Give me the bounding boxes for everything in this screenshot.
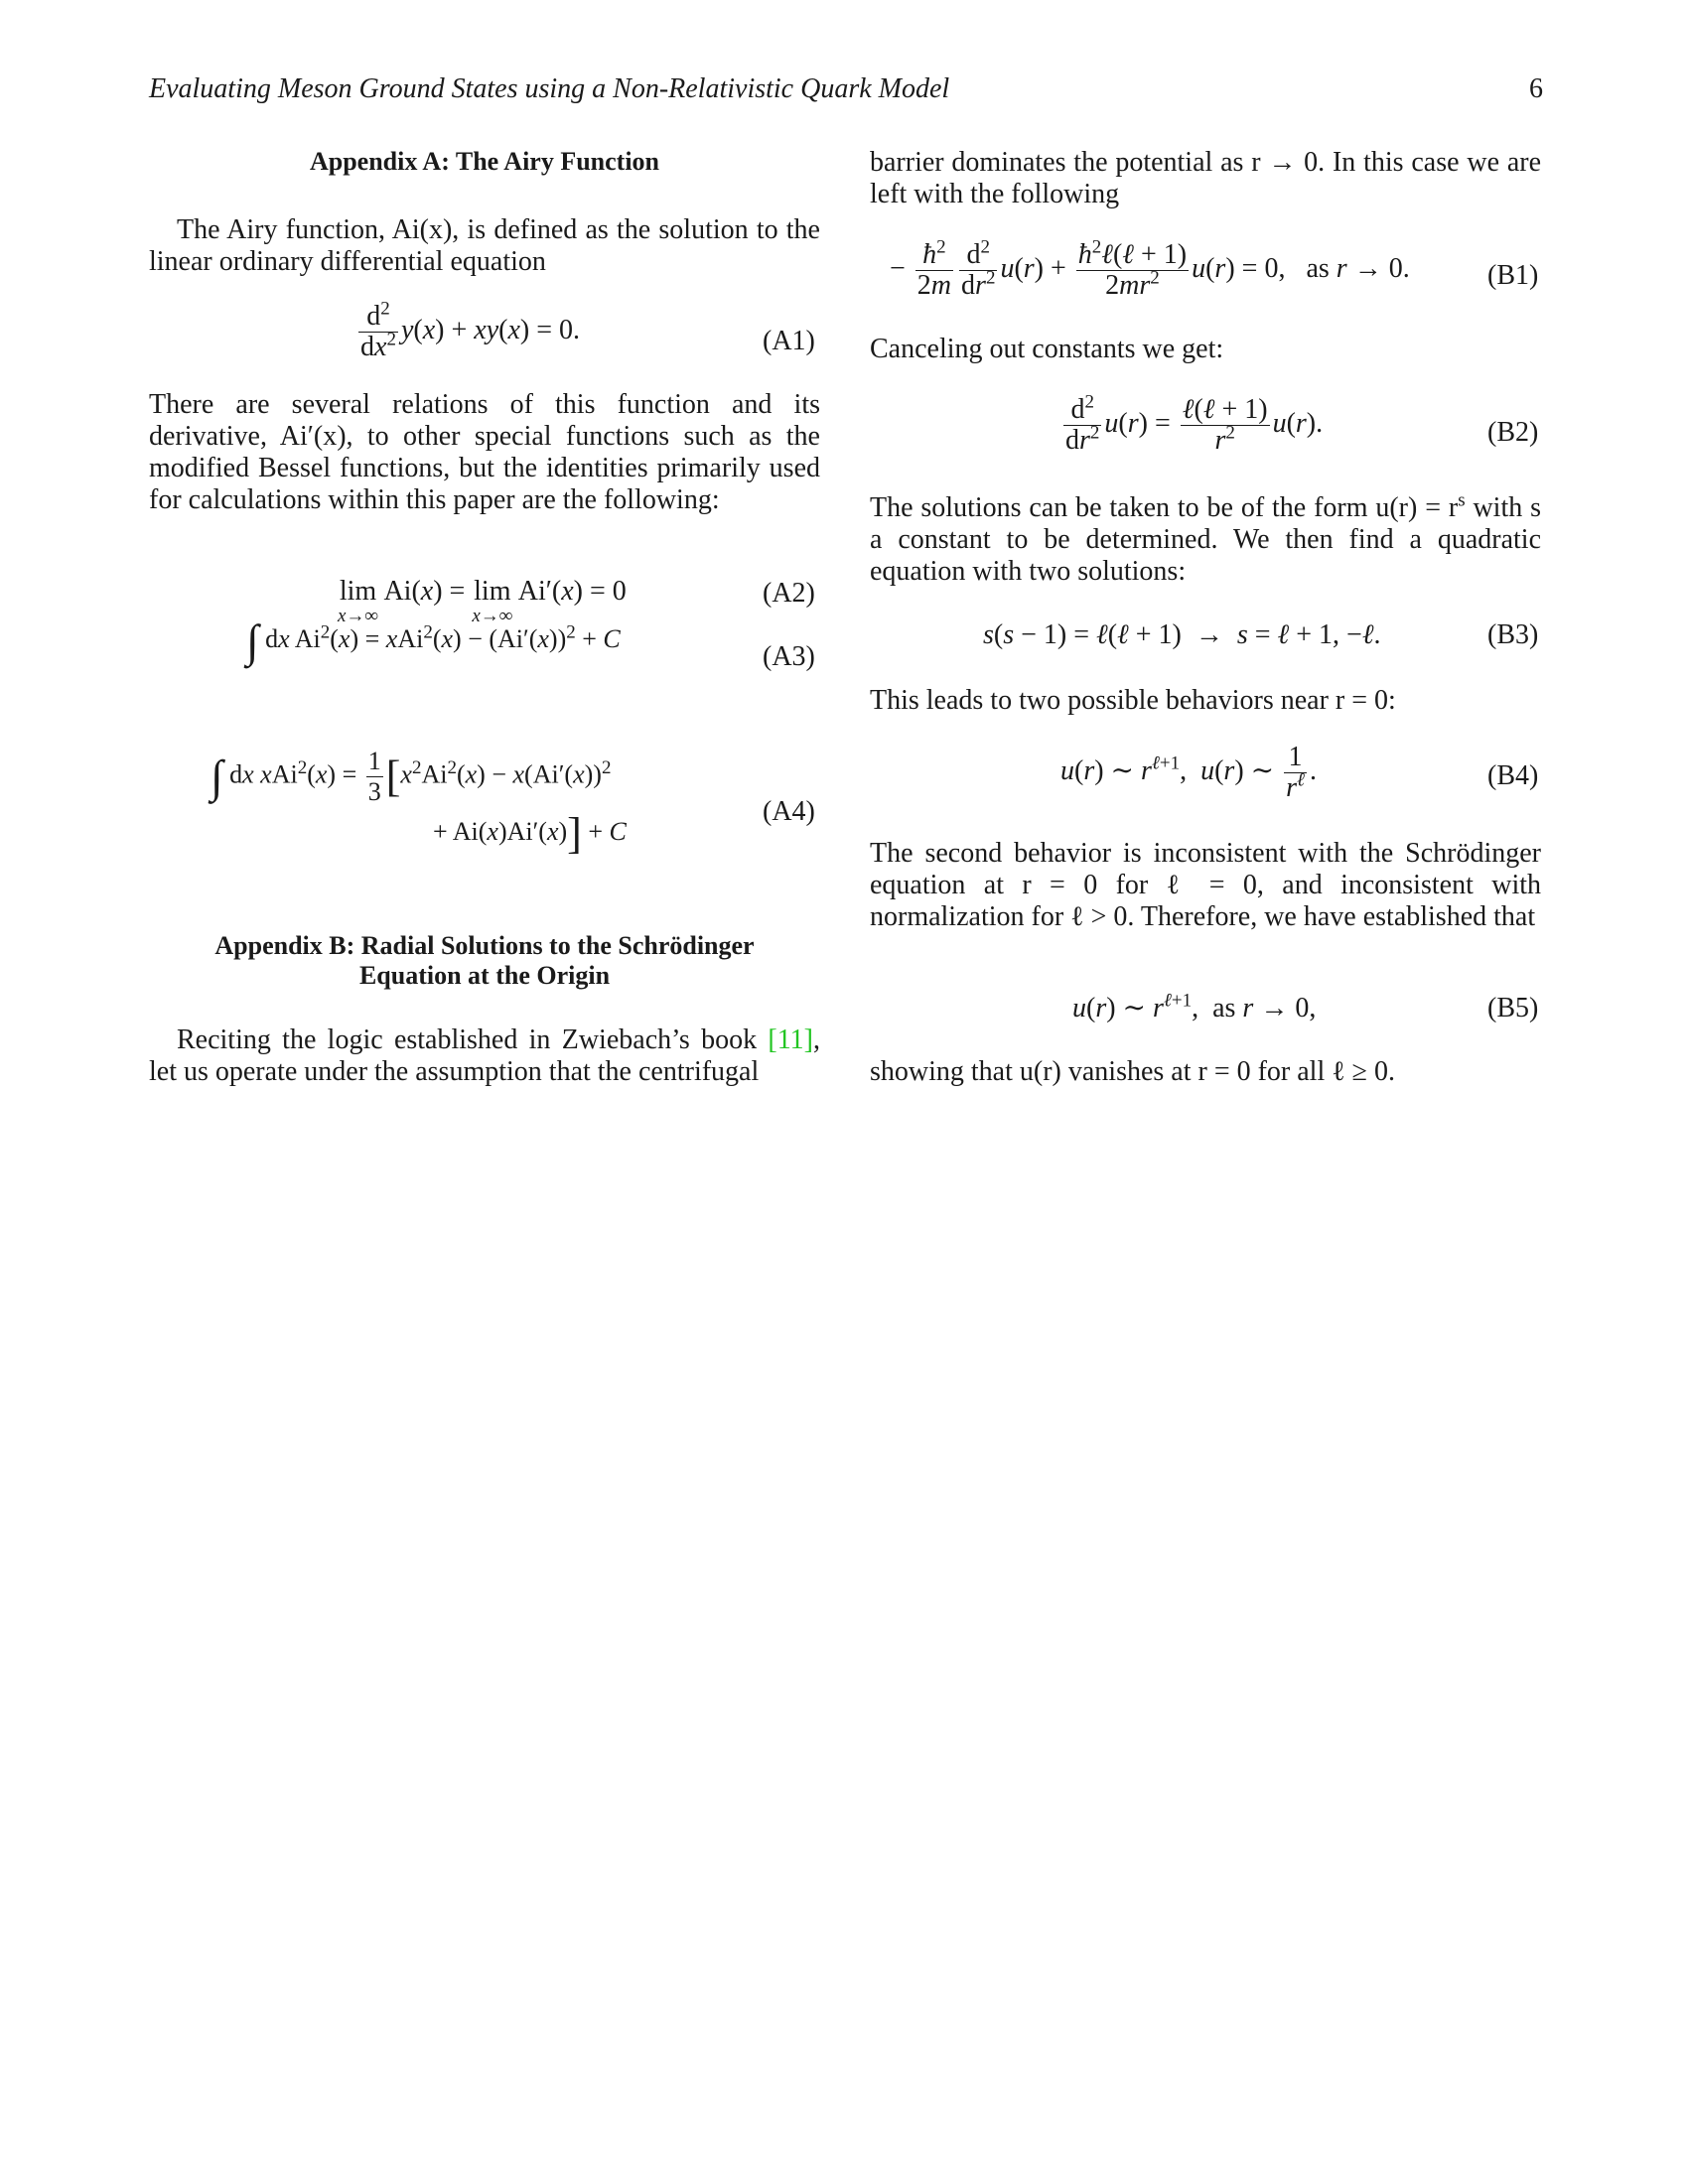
equation-b2: $\frac{d^2}{dr^2}$ u(r) = $\frac{\text{ℓ(ℓ + 1)}}{r^2}$ u(r). <box>1065 391 1324 456</box>
equation-b5: u(r) ∼ $r^{\ell+1}$, as r → 0, <box>1072 990 1317 1024</box>
equation-b1: − $\frac{ħ^2}{2m}$ $\frac{d^2}{dr^2}$ u(r) + $\frac{ħ^2\ell(\ell + 1)}{2mr^2}$ u(r) = 0, as r → 0. <box>890 236 1410 301</box>
equation-a3: ∫ dx $Ai^2(x) = xAi^2(x) - (Ai'(x))^2 + C$ <box>246 615 621 667</box>
running-header-title: Evaluating Meson Ground States using a Non-Relativistic Quark Model <box>149 73 950 104</box>
reciting-text-cont: , let us operate under the assumption that the centrifugal <box>149 1024 820 1087</box>
page-number: 6 <box>1529 73 1543 104</box>
solutions-form: The solutions can be taken to be of the form u(r) = r <box>870 492 1459 523</box>
appendix-b-col2-top: barrier dominates the potential as r → 0. In this case we are left with the following <box>870 147 1541 209</box>
equation-label-b1: (B1) <box>1487 260 1539 291</box>
appendix-b-heading <box>149 931 820 991</box>
equation-a4-line1: ∫ dx xAi$^2$(x) = $\frac{1}{3}$ [$x^2Ai^2(x) - x(Ai'(x))^2$ <box>211 747 612 806</box>
appendix-a-intro: The Airy function, Ai(x), is defined as the solution to the linear ordinary differential equation <box>149 214 820 277</box>
appendix-a-relations: There are several relations of this function and its derivative, Ai′(x), to other special functions such as the modified Bessel functions, but the identities primarily used for calculations within this paper are the following: <box>149 389 820 515</box>
reciting-text: Reciting the logic established in Zwiebach’s book <box>177 1024 769 1055</box>
equation-label-a4: (A4) <box>763 796 815 827</box>
appendix-b-heading-line1: Appendix B: Radial Solutions to the Schrödinger <box>214 931 755 960</box>
appendix-b-reciting <box>149 1024 820 1088</box>
behaviors-text: This leads to two possible behaviors near r = 0: <box>870 685 1396 716</box>
equation-a2: lim x→∞ Ai(x) = lim x→∞ Ai′(x) = 0 <box>338 576 627 626</box>
equation-label-a2: (A2) <box>763 578 815 609</box>
equation-label-b2: (B2) <box>1487 417 1539 448</box>
second-behavior-text: The second behavior is inconsistent with the Schrödinger equation at r = 0 for ℓ = 0, and inconsistent with normalization for ℓ > 0. Therefore, we have established that <box>870 838 1541 932</box>
equation-a4-line2: + Ai(x)Ai′(x)] + C <box>433 809 627 859</box>
equation-label-b5: (B5) <box>1487 993 1539 1024</box>
equation-label-b3: (B3) <box>1487 619 1539 650</box>
solutions-rest: with s a constant to be determined. We then find a quadratic equation with two solutions: <box>870 492 1541 587</box>
equation-label-b4: (B4) <box>1487 760 1539 791</box>
citation-link[interactable]: [11] <box>768 1024 813 1055</box>
solutions-form-sup: s <box>1458 489 1466 511</box>
equation-label-a3: (A3) <box>763 641 815 672</box>
appendix-a-heading: Appendix A: The Airy Function <box>309 147 660 176</box>
solutions-form-text <box>870 489 1541 588</box>
showing-text: showing that u(r) vanishes at r = 0 for all ℓ ≥ 0. <box>870 1056 1396 1087</box>
canceling-text: Canceling out constants we get: <box>870 334 1224 364</box>
appendix-b-heading-line2: Equation at the Origin <box>358 961 611 990</box>
equation-label-a1: (A1) <box>763 326 815 356</box>
equation-b3: s(s − 1) = ℓ(ℓ + 1) → s = ℓ + 1, −ℓ. <box>983 619 1381 650</box>
equation-a1: $\frac{d^2}{dx^2}$ y(x) + xy(x) = 0. <box>360 298 581 362</box>
equation-b4: u(r) ∼ $r^{\ell+1}$, u(r) ∼ $\frac{1}{r^\ell}$ . <box>1060 742 1317 803</box>
